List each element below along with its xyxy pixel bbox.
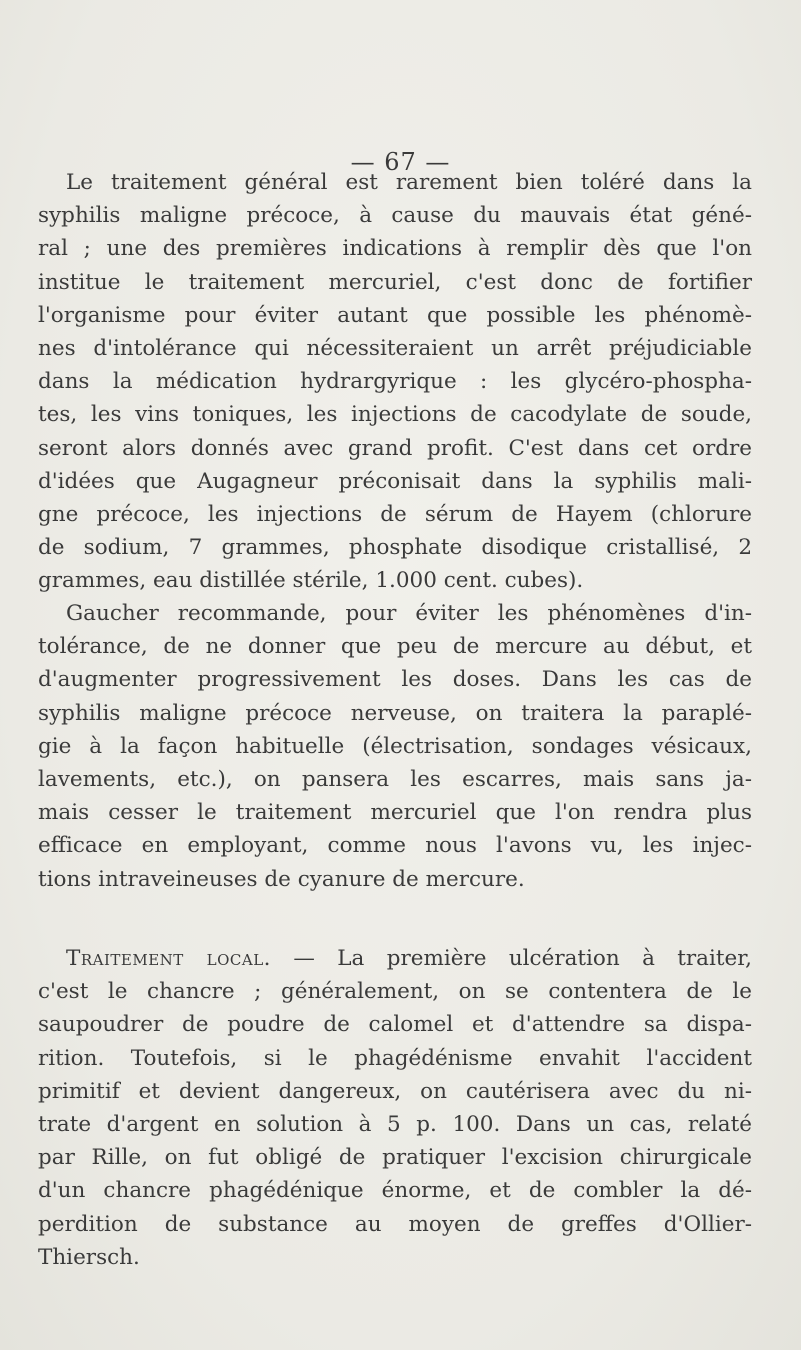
- section-heading: Traitement local.: [66, 946, 272, 971]
- text-line: trate d'argent en solution à 5 p. 100. Dans un cas, relaté: [38, 1111, 752, 1137]
- text-fragment: — La première ulcération à traiter,: [271, 946, 752, 971]
- text-line: primitif et devient dangereux, on cautérisera avec du ni-: [38, 1078, 752, 1104]
- text-line: Gaucher recommande, pour éviter les phénomènes d'in-: [66, 601, 752, 626]
- text-line: tolérance, de ne donner que peu de mercure au début, et: [38, 634, 752, 660]
- text-line: d'un chancre phagédénique énorme, et de combler la dé-: [38, 1178, 752, 1204]
- text-line: nes d'intolérance qui nécessiteraient un arrêt préjudiciable: [38, 335, 752, 361]
- text-line: tes, les vins toniques, les injections de cacodylate de soude,: [38, 402, 752, 428]
- text-line: syphilis maligne précoce, à cause du mauvais état géné-: [38, 203, 752, 229]
- paragraph-1: [38, 166, 752, 597]
- paragraph-3: [38, 942, 752, 1274]
- text-line: grammes, eau distillée stérile, 1.000 cent. cubes).: [38, 568, 584, 594]
- text-line: saupoudrer de poudre de calomel et d'attendre sa dispa-: [38, 1012, 752, 1038]
- text-line: syphilis maligne précoce nerveuse, on traitera la paraplé-: [38, 700, 752, 726]
- text-line: tions intraveineuses de cyanure de mercure.: [38, 866, 525, 892]
- text-line: de sodium, 7 grammes, phosphate disodique cristallisé, 2: [38, 535, 752, 561]
- page-number: — 67 —: [350, 148, 451, 176]
- text-line: efficace en employant, comme nous l'avons vu, les injec-: [38, 833, 752, 859]
- text-line: seront alors donnés avec grand profit. C'est dans cet ordre: [38, 435, 752, 461]
- text-line: perdition de substance au moyen de greffes d'Ollier-: [38, 1211, 752, 1237]
- text-line: institue le traitement mercuriel, c'est donc de fortifier: [38, 269, 752, 295]
- text-line: gie à la façon habituelle (électrisation, sondages vésicaux,: [38, 733, 752, 759]
- text-line: d'idées que Augagneur préconisait dans la syphilis mali-: [38, 468, 752, 494]
- text-line: mais cesser le traitement mercuriel que l'on rendra plus: [38, 800, 752, 826]
- text-line: d'augmenter progressivement les doses. Dans les cas de: [38, 667, 752, 693]
- paragraph-2: [38, 597, 752, 896]
- text-line: gne précoce, les injections de sérum de Hayem (chlorure: [38, 501, 752, 527]
- text-line: dans la médication hydrargyrique : les glycéro-phospha-: [38, 369, 752, 395]
- text-line: Thiersch.: [38, 1244, 140, 1270]
- text-line: Le traitement général est rarement bien toléré dans la: [66, 170, 752, 195]
- text-line: c'est le chancre ; généralement, on se contentera de le: [38, 979, 752, 1005]
- text-line: l'organisme pour éviter autant que possible les phénomè-: [38, 302, 752, 328]
- text-line: rition. Toutefois, si le phagédénisme envahit l'accident: [38, 1045, 752, 1071]
- text-line: lavements, etc.), on pansera les escarres, mais sans ja-: [38, 766, 752, 792]
- text-line: par Rille, on fut obligé de pratiquer l'excision chirurgicale: [38, 1145, 752, 1171]
- text-line: ral ; une des premières indications à remplir dès que l'on: [38, 236, 752, 262]
- text-line: [38, 942, 752, 975]
